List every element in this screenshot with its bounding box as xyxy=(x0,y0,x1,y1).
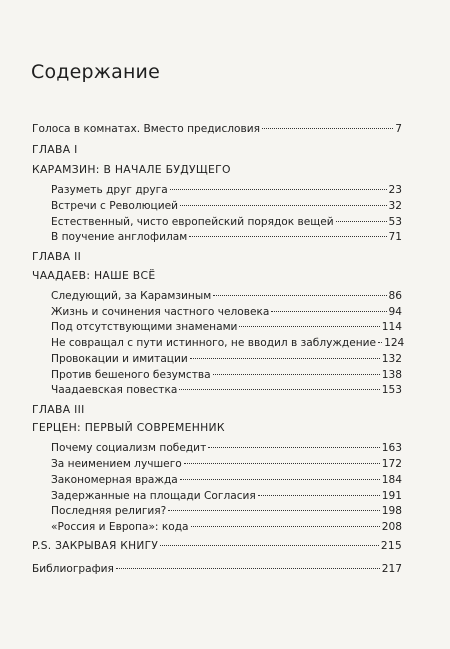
toc-entry xyxy=(51,199,402,213)
toc-entry-text: Жизнь и сочинения частного человека xyxy=(51,306,270,318)
toc-entry-text: В поучение англофилам xyxy=(51,231,188,243)
toc-entry-page: 198 xyxy=(381,505,402,517)
toc-entry-page: 132 xyxy=(381,353,402,365)
toc-entry-intro xyxy=(32,122,402,136)
toc-entry-page: 184 xyxy=(381,474,402,486)
toc-entry xyxy=(51,383,402,397)
toc-entry-text: Последняя религия? xyxy=(51,505,167,517)
dot-leader xyxy=(271,311,386,312)
toc-entry xyxy=(51,352,402,366)
toc-entry-page: 86 xyxy=(388,290,402,302)
toc-entry-page: 215 xyxy=(380,540,402,552)
toc-entry xyxy=(51,336,405,350)
toc-entry-page: 114 xyxy=(381,321,402,333)
toc-entry-page: 124 xyxy=(384,337,405,349)
dot-leader xyxy=(258,495,380,496)
chapter-title: КАРАМЗИН: В НАЧАЛЕ БУДУЩЕГО xyxy=(32,163,231,176)
toc-entry xyxy=(51,441,402,455)
toc-entry-text: Чаадаевская повестка xyxy=(51,384,178,396)
toc-entry xyxy=(51,457,402,471)
toc-entry-page: 32 xyxy=(388,200,402,212)
toc-entry xyxy=(51,230,402,244)
toc-entry-text: Библиография xyxy=(32,563,114,575)
dot-leader xyxy=(213,374,380,375)
dot-leader xyxy=(170,189,387,190)
toc-entry-text: Почему социализм победит xyxy=(51,442,207,454)
dot-leader xyxy=(168,510,379,511)
dot-leader xyxy=(239,326,379,327)
dot-leader xyxy=(179,389,379,390)
toc-entry-page: 7 xyxy=(395,123,402,135)
dot-leader xyxy=(191,526,380,527)
toc-entry xyxy=(51,504,402,518)
dot-leader xyxy=(180,205,386,206)
chapter-title: ЧААДАЕВ: НАШЕ ВСЁ xyxy=(32,269,156,282)
toc-entry-page: 53 xyxy=(388,216,402,228)
dot-leader xyxy=(180,479,380,480)
dot-leader xyxy=(208,447,380,448)
page-title: Содержание xyxy=(31,61,160,83)
toc-entry-text: Естественный, чисто европейский порядок вещей xyxy=(51,216,334,228)
toc-entry-text: Закономерная вражда xyxy=(51,474,178,486)
toc-entry-text: Против бешеного безумства xyxy=(51,369,211,381)
dot-leader xyxy=(184,463,380,464)
toc-entry-text: Провокации и имитации xyxy=(51,353,188,365)
chapter-label: ГЛАВА I xyxy=(32,143,78,156)
dot-leader xyxy=(378,342,382,343)
toc-entry-text: За неимением лучшего xyxy=(51,458,182,470)
toc-entry xyxy=(51,289,402,303)
toc-entry-text: Задержанные на площади Согласия xyxy=(51,490,256,502)
toc-entry xyxy=(51,473,402,487)
dot-leader xyxy=(189,236,386,237)
dot-leader xyxy=(213,295,386,296)
toc-entry-text: Следующий, за Карамзиным xyxy=(51,290,212,302)
toc-entry-text: Голоса в комнатах. Вместо предисловия xyxy=(32,123,261,135)
toc-entry-text: Разуметь друг друга xyxy=(51,184,168,196)
toc-entry-ps xyxy=(32,539,402,553)
toc-entry-page: 71 xyxy=(388,231,402,243)
toc-entry-text: P.S. ЗАКРЫВАЯ КНИГУ xyxy=(32,540,159,552)
toc-entry-page: 172 xyxy=(381,458,402,470)
chapter-title: ГЕРЦЕН: ПЕРВЫЙ СОВРЕМЕННИК xyxy=(32,421,225,434)
toc-entry xyxy=(51,520,402,534)
toc-entry-page: 94 xyxy=(388,306,402,318)
toc-entry-text: Не совращал с пути истинного, не вводил в заблуждение xyxy=(51,337,377,349)
dot-leader xyxy=(336,221,387,222)
toc-entry-page: 163 xyxy=(381,442,402,454)
toc-entry-text: «Россия и Европа»: кода xyxy=(51,521,189,533)
toc-entry xyxy=(51,320,402,334)
toc-entry-page: 153 xyxy=(381,384,402,396)
toc-entry-page: 23 xyxy=(388,184,402,196)
chapter-label: ГЛАВА III xyxy=(32,403,85,416)
toc-entry-text: Встречи с Революцией xyxy=(51,200,179,212)
toc-entry xyxy=(51,305,402,319)
dot-leader xyxy=(116,568,380,569)
toc-entry-page: 217 xyxy=(381,563,402,575)
toc-entry-page: 138 xyxy=(381,369,402,381)
toc-entry-page: 208 xyxy=(381,521,402,533)
toc-entry xyxy=(51,368,402,382)
dot-leader xyxy=(262,128,393,129)
dot-leader xyxy=(160,545,379,546)
toc-entry xyxy=(51,215,402,229)
toc-entry xyxy=(51,183,402,197)
toc-entry-page: 191 xyxy=(381,490,402,502)
toc-entry-bibliography xyxy=(32,562,402,576)
dot-leader xyxy=(190,358,380,359)
toc-entry xyxy=(51,489,402,503)
chapter-label: ГЛАВА II xyxy=(32,250,82,263)
toc-entry-text: Под отсутствующими знаменами xyxy=(51,321,238,333)
